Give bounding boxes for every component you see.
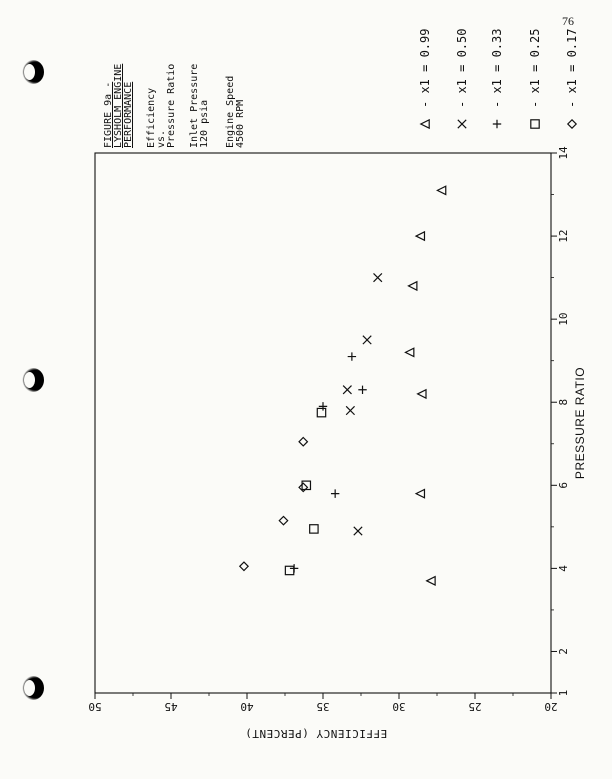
- legend-marker-plus: [493, 120, 501, 128]
- x-axis-title: PRESSURE RATIO: [573, 366, 587, 480]
- page-number: 76: [562, 14, 574, 28]
- data-point-triangle: [416, 232, 424, 240]
- data-point-diamond: [299, 483, 307, 491]
- y-tick-label: 50: [88, 700, 102, 713]
- x-tick-label: 8: [557, 398, 570, 406]
- legend-entry-label: - x1 = 0.99: [418, 28, 432, 108]
- data-point-x: [354, 527, 362, 535]
- figure-caption: [103, 64, 246, 148]
- caption-speed-line1: Engine Speed: [225, 75, 236, 148]
- data-point-triangle: [427, 577, 435, 585]
- data-point-diamond: [279, 516, 287, 524]
- data-point-square: [317, 408, 325, 416]
- x-axis: [551, 146, 570, 696]
- legend-entry-label: - x1 = 0.17: [565, 28, 579, 108]
- y-tick-label: 30: [392, 700, 406, 713]
- caption-figure-id: FIGURE 9a -: [103, 81, 114, 148]
- caption-subject-line2: PERFORMANCE: [123, 81, 134, 148]
- legend-entry-label: - x1 = 0.50: [455, 28, 469, 108]
- data-point-triangle: [418, 390, 426, 398]
- caption-what-line1: Efficiency: [146, 87, 157, 148]
- caption-subject-line1: LYSHOLM ENGINE: [113, 63, 124, 148]
- data-point-x: [363, 336, 371, 344]
- y-axis: [88, 693, 557, 713]
- caption-what-line3: Pressure Ratio: [166, 63, 177, 148]
- x-tick-label: 1: [557, 689, 570, 697]
- data-point-square: [285, 566, 293, 574]
- x-tick-label: 6: [557, 481, 570, 489]
- x-tick-label: 2: [557, 648, 570, 655]
- data-point-diamond: [299, 437, 307, 445]
- caption-inlet-line2: 120 psia: [199, 99, 210, 148]
- x-tick-label: 12: [557, 229, 570, 243]
- plot-area: [95, 153, 551, 693]
- data-point-x: [346, 406, 354, 414]
- data-point-triangle: [408, 282, 416, 290]
- data-point-triangle: [405, 348, 413, 356]
- x-tick-label: 10: [557, 312, 570, 326]
- data-point-plus: [331, 489, 339, 497]
- legend-entry-label: - x1 = 0.33: [490, 28, 504, 108]
- legend-entry-label: - x1 = 0.25: [528, 28, 542, 108]
- y-axis-title: EFFICIENCY (PERCENT): [244, 727, 388, 740]
- x-tick-label: 14: [557, 146, 570, 160]
- y-tick-label: 20: [544, 700, 558, 713]
- data-points: [240, 186, 446, 585]
- caption-what-line2: vs.: [156, 129, 167, 148]
- caption-inlet-line1: Inlet Pressure: [189, 63, 200, 148]
- y-tick-label: 25: [468, 700, 482, 713]
- legend-marker-diamond: [568, 120, 576, 128]
- data-point-triangle: [437, 186, 445, 194]
- y-tick-label: 35: [316, 700, 330, 713]
- data-point-x: [343, 386, 351, 394]
- legend-marker-triangle: [421, 120, 429, 128]
- legend: [418, 29, 579, 129]
- data-point-triangle: [416, 489, 424, 497]
- y-tick-label: 40: [240, 700, 254, 713]
- legend-marker-square: [531, 120, 539, 128]
- legend-marker-x: [458, 120, 466, 128]
- data-point-diamond: [240, 562, 248, 570]
- data-point-square: [310, 525, 318, 533]
- x-tick-label: 4: [557, 565, 570, 572]
- caption-speed-line2: 4500 RPM: [235, 99, 246, 148]
- data-point-plus: [348, 352, 356, 360]
- y-tick-label: 45: [164, 700, 178, 713]
- data-point-plus: [358, 386, 366, 394]
- data-point-x: [374, 273, 382, 281]
